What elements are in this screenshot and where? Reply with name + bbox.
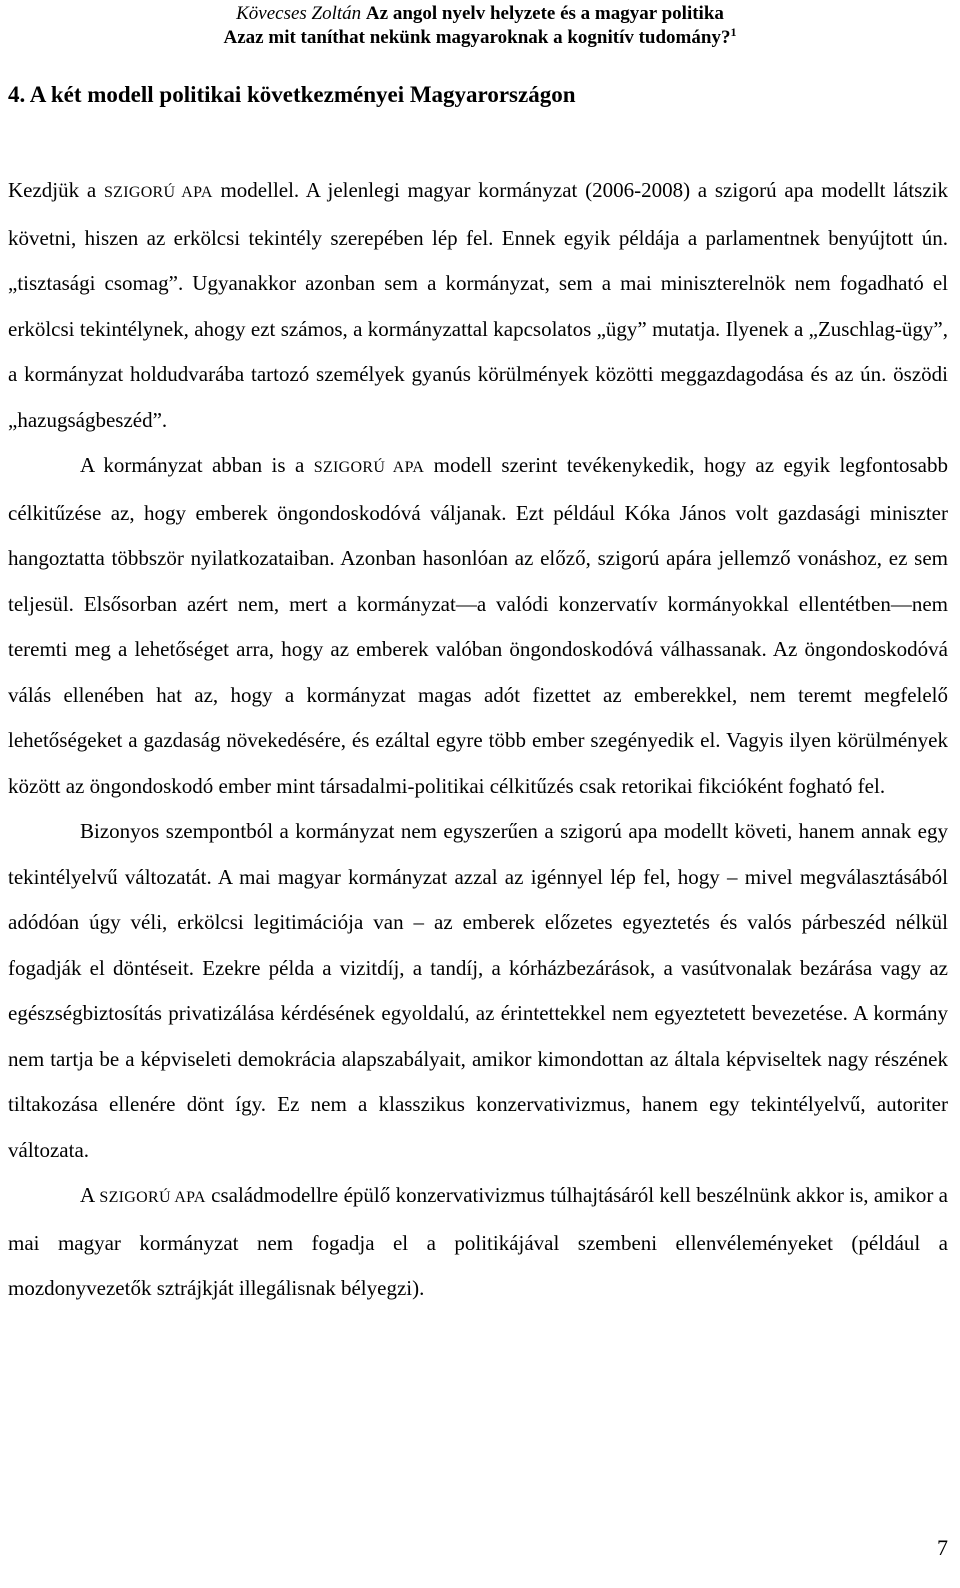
paragraph-2-text-a: A kormányzat abban is a — [80, 453, 314, 477]
header-title-line2: Azaz mit taníthat nekünk magyaroknak a kognitív tudomány? — [223, 27, 731, 48]
body-text — [8, 168, 948, 1312]
page-number: 7 — [937, 1535, 948, 1560]
paragraph-1-text-a: Kezdjük a — [8, 178, 104, 202]
model-name-small-caps: SZIGORÚ APA — [103, 184, 213, 201]
header-line-2 — [0, 26, 960, 50]
header-title-line1: Az angol nyelv helyzete és a magyar politika — [365, 3, 724, 24]
paragraph-4 — [8, 1173, 948, 1312]
footnote-marker[interactable]: 1 — [730, 25, 737, 39]
paragraph-2 — [8, 443, 948, 809]
paragraph-3-text: Bizonyos szempontból a kormányzat nem egyszerűen a szigorú apa modellt követi, hanem annak egy tekintélyelvű változatát. A mai magyar kormányzat azzal az igénnyel lép fel, hogy – mivel megválasztásából adódóan úgy véli, erkölcsi legitimációja van – az emberek előzetes egyeztetés és valós párbeszéd nélkül fogadják el döntéseit. Ezekre példa a vizitdíj, a tandíj, a kórházbezárások, a vasútvonalak bezárása vagy az egészségbiztosítás privatizálása kérdésének egyoldalú, az érintettekkel nem egyeztetett bevezetése. A kormány nem tartja be a képviseleti demokrácia alapszabályait, amikor kimondottan az általa képviseltek nagy részének tiltakozása ellenére dönt így. Ez nem a klasszikus konzervativizmus, hanem egy tekintélyelvű, autoriter változata. — [8, 819, 948, 1162]
model-name-small-caps: SZIGORÚ APA — [313, 459, 425, 476]
model-name-small-caps: SZIGORÚ APA — [99, 1189, 206, 1206]
header-line-1 — [0, 2, 960, 26]
paragraph-1 — [8, 168, 948, 443]
header-author: Kövecses Zoltán — [236, 3, 362, 24]
paragraph-1-text-b: modellel. A jelenlegi magyar kormányzat (2006-2008) a szigorú apa modellt látszik követni, hiszen az erkölcsi tekintély szerepében lép fel. Ennek egyik példája a parlamentnek benyújtott ún. „tisztasági csomag”. Ugyanakkor azonban sem a kormányzat, sem a mai miniszterelnök nem fogadható el erkölcsi tekintélynek, ahogy ezt számos, a kormányzattal kapcsolatos „ügy” mutatja. Ilyenek a „Zuschlag-ügy”, a kormányzat holdudvarába tartozó személyek gyanús körülmények közötti meggazdagodása és az ún. öszödi „hazugságbeszéd”. — [8, 178, 948, 432]
running-header — [0, 2, 960, 50]
paragraph-4-text-a: A — [80, 1183, 100, 1207]
section-heading: 4. A két modell politikai következményei Magyarországon — [8, 82, 576, 107]
paragraph-2-text-b: modell szerint tevékenykedik, hogy az egyik legfontosabb célkitűzése az, hogy emberek öngondoskodóvá váljanak. Ezt például Kóka János volt gazdasági miniszter hangoztatta többször nyilatkozataiban. Azonban hasonlóan az előző, szigorú apára jellemző vonáshoz, ez sem teljesül. Elsősorban azért nem, mert a kormányzat—a valódi konzervatív kormányokkal ellentétben—nem teremti meg a lehetőséget arra, hogy az emberek valóban öngondoskodóvá válhassanak. Az öngondoskodóvá válás ellenében hat az, hogy a kormányzat magas adót fizettet az emberekkel, nem teremt megfelelő lehetőségeket a gazdaság növekedésére, és ezáltal egyre több ember szegényedik el. Vagyis ilyen körülmények között az öngondoskodó ember mint társadalmi-politikai célkitűzés csak retorikai fikcióként fogható fel. — [8, 453, 949, 798]
paragraph-3 — [8, 809, 948, 1173]
paragraph-4-text-b: családmodellre épülő konzervativizmus túlhajtásáról kell beszélnünk akkor is, amikor a mai magyar kormányzat nem fogadja el a politikájával szembeni ellenvéleményeket (például a mozdonyvezetők sztrájkját illegálisnak bélyegzi). — [8, 1183, 949, 1300]
